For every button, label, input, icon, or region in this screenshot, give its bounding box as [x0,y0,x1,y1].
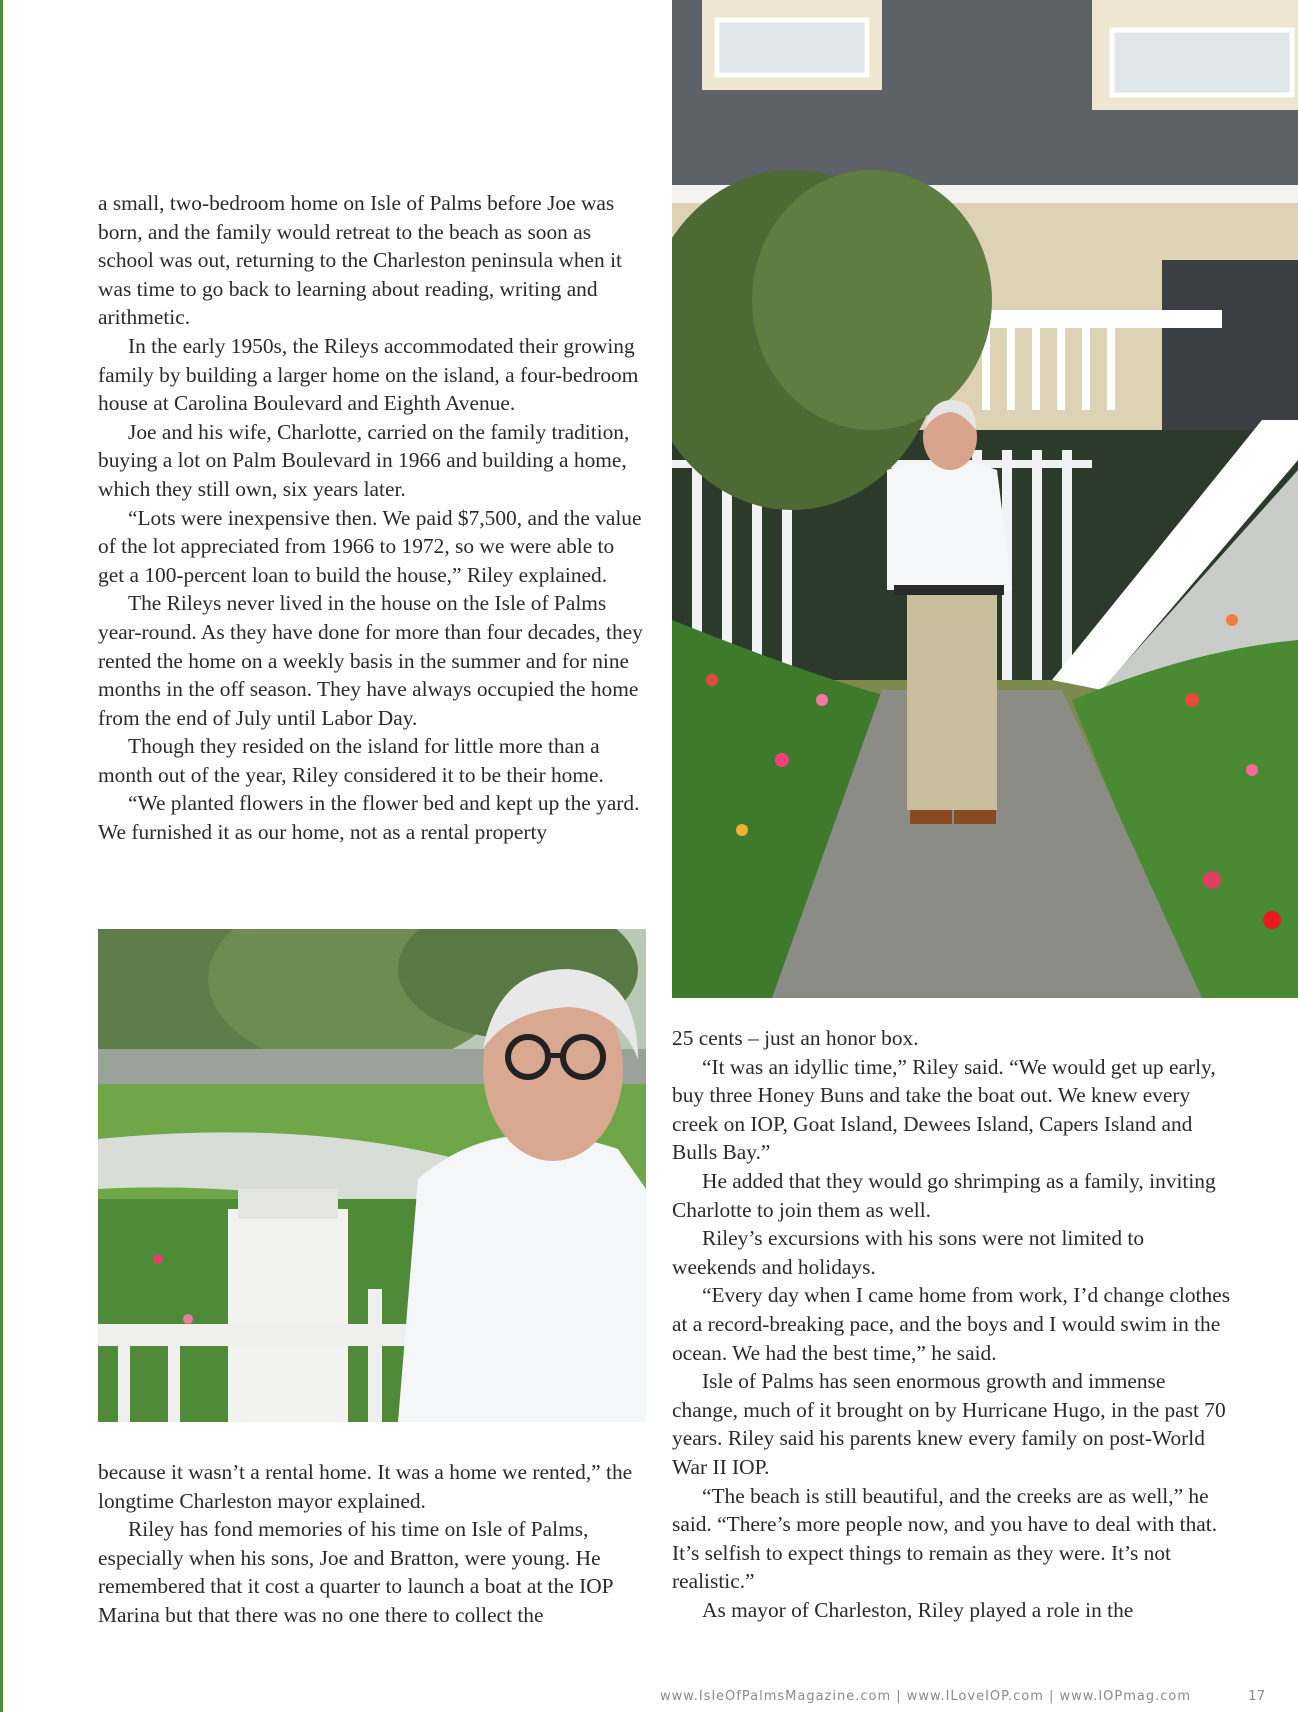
paragraph: The Rileys never lived in the house on the Isle of Palms year-round. As they have done for more than four decades, they rented the home on a weekly basis in the summer and for nine months in the off season. They have always occupied the home from the end of July until Labor Day. [98,591,643,730]
article-column-right [672,1024,1232,1624]
paragraph: because it wasn’t a rental home. It was a home we rented,” the longtime Charleston mayor explained. [98,1460,633,1513]
footer-website-links: www.IsleOfPalmsMagazine.com | www.ILoveIOP.com | www.IOPmag.com [660,1689,1192,1704]
paragraph: Riley’s excursions with his sons were not limited to weekends and holidays. [672,1226,1145,1279]
article-column-left-top [98,189,643,847]
paragraph: He added that they would go shrimping as a family, inviting Charlotte to join them as well. [672,1168,1216,1222]
paragraph: In the early 1950s, the Rileys accommodated their growing family by building a larger home on the island, a four-bedroom house at Carolina Boulevard and Eighth Avenue. [98,333,639,416]
paragraph: Joe and his wife, Charlotte, carried on the family tradition, buying a lot on Palm Boulevard in 1966 and building a home, which they still own, six years later. [98,419,630,501]
paragraph: a small, two-bedroom home on Isle of Palms before Joe was born, and the family would retreat to the beach as soon as school was out, returning to the Charleston peninsula when it was time to go back to learning about reading, writing and arithmetic. [98,191,622,330]
portrait-photo [98,929,646,1422]
paragraph: Riley has fond memories of his time on Isle of Palms, especially when his sons, Joe and Bratton, were young. He remembered that it cost a quarter to launch a boat at the IOP Marina but that there was no one there to collect the [98,1517,613,1627]
paragraph: 25 cents – just an honor box. [672,1026,919,1050]
paragraph: “The beach is still beautiful, and the creeks are as well,” he said. “There’s more people now, and you have to deal with that. It’s selfish to expect things to remain as they were. It’s not realistic.” [672,1483,1218,1594]
paragraph: “We planted flowers in the flower bed and kept up the yard. We furnished it as our home, not as a rental property [98,791,640,845]
paragraph: Though they resided on the island for little more than a month out of the year, Riley considered it to be their home. [98,734,604,787]
paragraph: “Lots were inexpensive then. We paid $7,500, and the value of the lot appreciated from 1966 to 1972, so we were able to get a 100-percent loan to build the house,” Riley explained. [98,505,642,587]
page-edge-accent [0,0,3,1712]
article-column-left-bottom [98,1458,643,1630]
page-number: 17 [1248,1688,1266,1704]
paragraph: “It was an idyllic time,” Riley said. “We would get up early, buy three Honey Buns and take the boat out. We knew every creek on IOP, Goat Island, Dewees Island, Capers Island and Bulls Bay.” [672,1054,1216,1165]
paragraph: As mayor of Charleston, Riley played a role in the [702,1597,1134,1622]
paragraph: Isle of Palms has seen enormous growth and immense change, much of it brought on by Hurricane Hugo, in the past 70 years. Riley said his parents knew every family on post-World War II IOP. [672,1369,1226,1479]
house-photo [672,0,1298,998]
paragraph: “Every day when I came home from work, I’d change clothes at a record-breaking pace, and the boys and I would swim in the ocean. We had the best time,” he said. [672,1283,1231,1365]
